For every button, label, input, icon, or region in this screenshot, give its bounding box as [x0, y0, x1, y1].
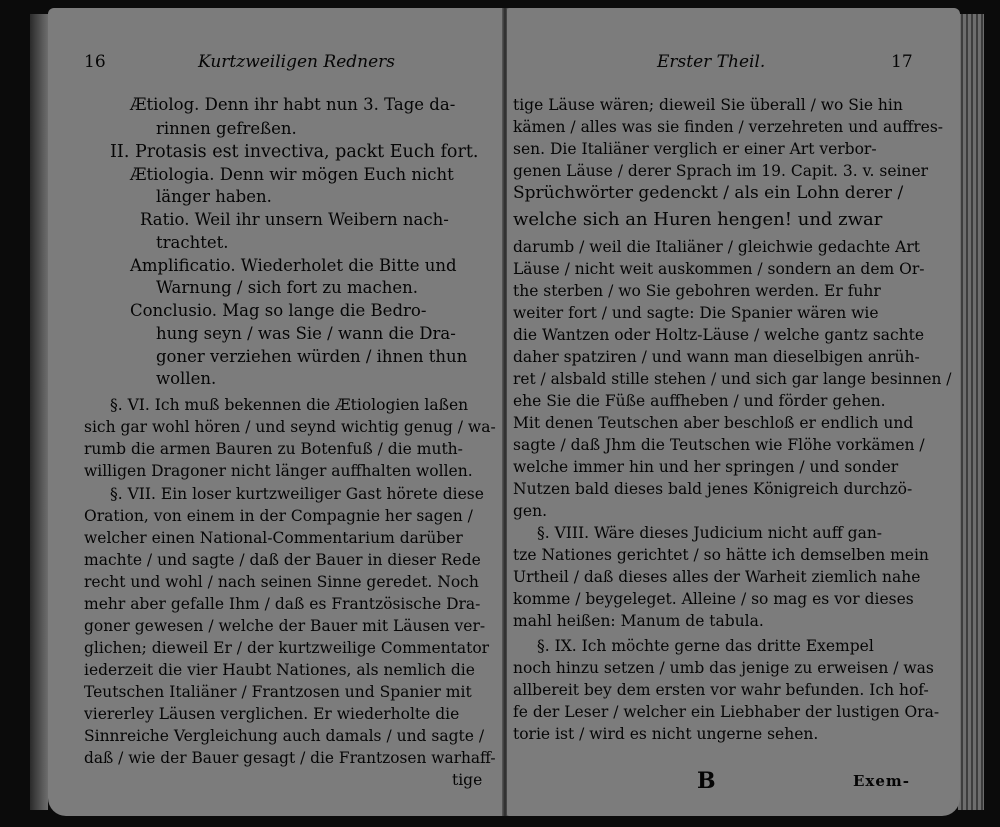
- text-line: Teutschen Italiäner / Frantzosen und Spanier mit: [84, 683, 472, 701]
- text-line: Sinnreiche Vergleichung auch damals / und sagte /: [84, 727, 485, 745]
- text-line: darumb / weil die Italiäner / gleichwie gedachte Art: [513, 238, 920, 256]
- text-line: komme / beygeleget. Alleine / so mag es vor dieses: [513, 590, 914, 608]
- text-line: Mit denen Teutschen aber beschloß er endlich und: [513, 414, 914, 432]
- text-line: §. IX. Ich möchte gerne das dritte Exempel: [537, 637, 874, 655]
- text-line: tige Läuse wären; dieweil Sie überall / wo Sie hin: [513, 96, 903, 114]
- text-line: kämen / alles was sie finden / verzehreten und auffres-: [513, 118, 944, 136]
- text-line: welche sich an Huren hengen! und zwar: [513, 209, 883, 230]
- text-line: recht und wohl / nach seinen Sinne geredet. Noch: [84, 573, 479, 591]
- text-line: fe der Leser / welcher ein Liebhaber der lustigen Ora-: [513, 703, 940, 721]
- signature-mark: B: [697, 768, 716, 794]
- text-line: allbereit bey dem ersten vor wahr befunden. Ich hof-: [513, 681, 929, 699]
- text-line: ehe Sie die Füße auffheben / und förder gehen.: [513, 392, 886, 410]
- text-line: sen. Die Italiäner verglich er einer Art verbor-: [513, 140, 877, 158]
- text-line: hung seyn / was Sie / wann die Dra-: [156, 324, 456, 343]
- text-line: die Wantzen oder Holtz-Läuse / welche gantz sachte: [513, 326, 925, 344]
- text-line: glichen; dieweil Er / der kurtzweilige Commentator: [84, 639, 490, 657]
- text-line: genen Läuse / derer Sprach im 19. Capit. 3. v. seiner: [513, 162, 929, 180]
- text-line: sich gar wohl hören / und seynd wichtig genug / wa-: [84, 418, 496, 436]
- text-line: sagte / daß Jhm die Teutschen wie Flöhe vorkämen /: [513, 436, 925, 454]
- text-line: torie ist / wird es nicht ungerne sehen.: [513, 725, 819, 743]
- text-line: gen.: [513, 502, 548, 520]
- text-line: Oration, von einem in der Compagnie her sagen /: [84, 507, 473, 525]
- text-line: tze Nationes gerichtet / so hätte ich demselben mein: [513, 546, 929, 564]
- text-line: daher spatziren / und wann man dieselbigen anrüh-: [513, 348, 920, 366]
- text-line: §. VI. Ich muß bekennen die Ætiologien laßen: [110, 396, 469, 414]
- text-line: Urtheil / daß dieses alles der Warheit ziemlich nahe: [513, 568, 921, 586]
- text-line: ret / alsbald stille stehen / und sich gar lange besinnen /: [513, 370, 952, 388]
- text-line: welcher einen National-Commentarium darüber: [84, 529, 463, 547]
- text-line: II. Protasis est invectiva, packt Euch fort.: [110, 142, 479, 162]
- text-line: daß / wie der Bauer gesagt / die Frantzosen warhaff-: [84, 749, 496, 767]
- text-line: §. VIII. Wäre dieses Judicium nicht auff gan-: [537, 524, 883, 542]
- text-line: wollen.: [156, 369, 217, 388]
- text-line: weiter fort / und sagte: Die Spanier wären wie: [513, 304, 879, 322]
- running-head: Erster Theil.: [657, 52, 766, 72]
- text-line: mahl heißen: Manum de tabula.: [513, 612, 764, 630]
- text-line: trachtet.: [156, 233, 229, 252]
- text-line: goner gewesen / welche der Bauer mit Läusen ver-: [84, 617, 486, 635]
- text-line: Conclusio. Mag so lange die Bedro-: [130, 301, 427, 320]
- page-number: 17: [891, 52, 913, 72]
- text-line: viererley Läusen verglichen. Er wiederholte die: [84, 705, 460, 723]
- page-number: 16: [84, 52, 106, 72]
- text-line: rinnen gefreßen.: [156, 119, 297, 138]
- text-line: Ætiolog. Denn ihr habt nun 3. Tage da-: [130, 95, 456, 114]
- catchword: Exem-: [853, 772, 911, 790]
- text-line: Sprüchwörter gedenckt / als ein Lohn derer /: [513, 183, 904, 203]
- text-line: Nutzen bald dieses bald jenes Königreich durchzö-: [513, 480, 913, 498]
- left-page: [48, 8, 504, 816]
- text-line: machte / und sagte / daß der Bauer in dieser Rede: [84, 551, 481, 569]
- right-page-edges: [958, 14, 984, 810]
- text-line: the sterben / wo Sie gebohren werden. Er fuhr: [513, 282, 881, 300]
- text-line: Ætiologia. Denn wir mögen Euch nicht: [130, 165, 454, 184]
- text-line: welche immer hin und her springen / und sonder: [513, 458, 899, 476]
- text-line: mehr aber gefalle Ihm / daß es Frantzösische Dra-: [84, 595, 481, 613]
- running-head: Kurtzweiligen Redners: [198, 52, 396, 72]
- text-line: länger haben.: [156, 187, 272, 206]
- text-line: iederzeit die vier Haubt Nationes, als nemlich die: [84, 661, 475, 679]
- text-line: willigen Dragoner nicht länger auffhalten wollen.: [84, 462, 473, 480]
- text-line: rumb die armen Bauren zu Botenfuß / die muth-: [84, 440, 463, 458]
- catchword: tige: [452, 771, 483, 789]
- text-line: Läuse / nicht weit auskommen / sondern an dem Or-: [513, 260, 925, 278]
- left-page-edges: [30, 14, 48, 810]
- text-line: Amplificatio. Wiederholet die Bitte und: [130, 256, 457, 275]
- text-line: goner verziehen würden / ihnen thun: [156, 347, 468, 366]
- text-line: Ratio. Weil ihr unsern Weibern nach-: [140, 210, 449, 229]
- text-line: Warnung / sich fort zu machen.: [156, 278, 418, 297]
- text-line: §. VII. Ein loser kurtzweiliger Gast hörete diese: [110, 485, 484, 503]
- text-line: noch hinzu setzen / umb das jenige zu erweisen / was: [513, 659, 934, 677]
- right-page: [507, 8, 960, 816]
